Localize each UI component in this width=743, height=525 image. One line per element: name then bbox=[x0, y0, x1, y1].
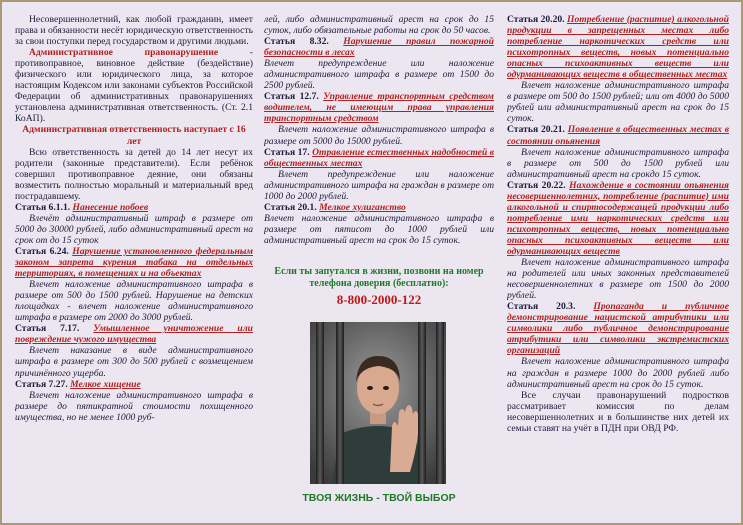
article-penalty: Влечет наложение административного штрафа на родителей или иных законных представителей несовершеннолетних в размере от 1500 до 2000 рублей. bbox=[507, 257, 729, 302]
article-title: Отравление естественных надобностей в общественных местах bbox=[264, 146, 494, 169]
article-number: Статья 7.17. bbox=[15, 323, 80, 335]
definition-term: Административное правонарушение bbox=[29, 47, 219, 59]
article-penalty: Влечет наложение административного штрафа в размере до пятикратной стоимости похищенного имущества, но не менее 1000 руб- bbox=[15, 389, 253, 423]
article-number: Статья 20.22. bbox=[507, 179, 566, 191]
column-middle bbox=[264, 14, 494, 282]
article-penalty: Влечет наложение административного штрафа в размере от 500 до 1500 рублей. Нарушение на детских площадках - влечет наложение административного штрафа в размере от 2000 до 3000 рублей. bbox=[15, 279, 253, 324]
article-number: Статья 20.21. bbox=[507, 124, 565, 136]
boy-behind-bars-illustration bbox=[310, 322, 446, 484]
hotline-text: Если ты запутался в жизни, позвони на номер телефона доверия (бесплатно): bbox=[274, 266, 484, 289]
boy-behind-bars-image bbox=[310, 322, 446, 484]
article-title: Нахождение в состоянии опьянения несовершеннолетних, потребление (распитие) ими алкогольной и спиртосодержащей продукции либо потребление ими наркотических средств или психотропных веществ, новых потенциально опасных психоактивных веществ или одурманивающих веществ bbox=[507, 179, 729, 257]
article-penalty: Влечет наложение административного штрафа в размере от 5000 до 15000 рублей. bbox=[264, 124, 494, 147]
column-right bbox=[507, 14, 729, 524]
article-heading bbox=[507, 14, 729, 80]
article-title: Нарушение правил пожарной безопасности в лесах bbox=[264, 36, 494, 59]
article-penalty: Влечет предупреждение или наложение административного штрафа на граждан в размере от 1000 до 2000 рублей. bbox=[264, 168, 494, 202]
article-heading bbox=[264, 91, 494, 124]
article-number: Статья 7.27. bbox=[15, 378, 68, 390]
article-number: Статья 17. bbox=[264, 146, 310, 158]
article-title: Мелкое хулиганство bbox=[319, 201, 406, 213]
definition-paragraph bbox=[15, 47, 253, 124]
age-heading: Административная ответственность наступает с 16 лет bbox=[22, 124, 246, 147]
hotline-phone[interactable]: 8-800-2000-122 bbox=[336, 292, 422, 307]
article-penalty: Влечет предупреждение или наложение административного штрафа в размере от 1500 до 2500 рублей. bbox=[264, 58, 494, 92]
article-number: Статья 20.3. bbox=[507, 301, 576, 313]
article-title: Умышленное уничтожение или повреждение чужого имущества bbox=[15, 323, 253, 346]
article-penalty: Влечет наложение административного штрафа в размере от пятисот до 1000 рублей или административный арест на срок до 15 суток. bbox=[264, 212, 494, 246]
article-heading bbox=[15, 246, 253, 279]
article-title: Потребление (распитие) алкогольной продукции в запрещенных местах либо потребление наркотических средств или психотропных веществ, новых потенциально опасных психоактивных веществ или одурманивающих веществ в общественных местах bbox=[507, 14, 729, 81]
article-number: Статья 12.7. bbox=[264, 91, 319, 103]
article-heading bbox=[264, 202, 494, 213]
article-title: Появление в общественных местах в состоянии опьянения bbox=[507, 124, 729, 147]
article-number: Статья 20.20. bbox=[507, 14, 565, 25]
article-penalty: Влечет наложение административного штрафа в размере от 500 до 1500 рублей или административный арест на срокдо 15 суток. bbox=[507, 146, 729, 180]
definition-text: - противоправное, виновное действие (бездействие) физического или юридического лица, за которое настоящим Кодексом или законами субъектов Российской Федерации об административных правонарушениях установлена административная ответственность. (Ст. 2.1 КоАП). bbox=[15, 47, 253, 125]
article-heading bbox=[507, 124, 729, 146]
hotline-block bbox=[264, 266, 494, 308]
article-heading bbox=[264, 147, 494, 169]
article-penalty: Влечет наложение административного штрафа на граждан в размере 1000 до 2000 рублей либо административный арест на срок до 15 суток. bbox=[507, 356, 729, 390]
article-number: Статья 6.24. bbox=[15, 245, 69, 257]
article-heading bbox=[507, 180, 729, 257]
continued-penalty: лей, либо административный арест на срок до 15 суток, либо обязательные работы на срок до 50 часов. bbox=[264, 14, 494, 37]
article-heading bbox=[15, 379, 253, 390]
article-heading bbox=[15, 323, 253, 345]
article-heading bbox=[15, 202, 253, 213]
article-heading bbox=[507, 301, 729, 356]
intro-paragraph: Несовершеннолетний, как любой гражданин, имеет права и обязанности несёт юридическую ответственность за свои поступки перед государством и другими людьми. bbox=[15, 14, 253, 48]
outro-paragraph: Все случаи правонарушений подростков рассматривает комиссия по делам несовершеннолетних и в большинстве них детей их семьи ставят на учёт в ПДН при ОВД РФ. bbox=[507, 389, 729, 434]
article-title: Мелкое хищение bbox=[70, 378, 141, 390]
article-penalty: Влечет наказание в виде административного штрафа в размере от 300 до 500 рублей с возмещением причинённого ущерба. bbox=[15, 345, 253, 379]
article-number: Статья 6.1.1. bbox=[15, 201, 71, 213]
article-number: Статья 20.1. bbox=[264, 201, 317, 213]
article-heading bbox=[264, 36, 494, 58]
article-title: Пропаганда и публичное демонстрирование нацистской атрибутики или символики либо публичное демонстрирование атрибутики или символики экстремистских организаций bbox=[507, 301, 729, 357]
article-penalty: Влечёт административный штраф в размере от 5000 до 30000 рублей, либо административный арест на срок от до 15 суток bbox=[15, 212, 253, 246]
motto-slogan: ТВОЯ ЖИЗНЬ - ТВОЙ ВЫБОР bbox=[302, 492, 456, 504]
age-paragraph: Всю ответственность за детей до 14 лет несут их родители (законные представители). Если ребёнок совершил противоправное деяние, они обязаны возместить полностью моральный и материальный вред пострадавшему. bbox=[15, 146, 253, 202]
article-penalty: Влечет наложение административного штрафа в размере от 500 до 1500 рублей; или от 4000 до 5000 рублей или административный арест на срок до 15 суток. bbox=[507, 80, 729, 125]
column-left bbox=[15, 14, 253, 524]
article-title: Нанесение побоев bbox=[72, 201, 149, 213]
article-title: Нарушение установленного федеральным законом запрета курения табака на отдельных территориях, в помещениях и на объектах bbox=[15, 245, 253, 280]
article-title: Управление транспортным средством водителем, не имеющим права управления транспортным средством bbox=[264, 91, 494, 125]
article-number: Статья 8.32. bbox=[264, 36, 329, 48]
